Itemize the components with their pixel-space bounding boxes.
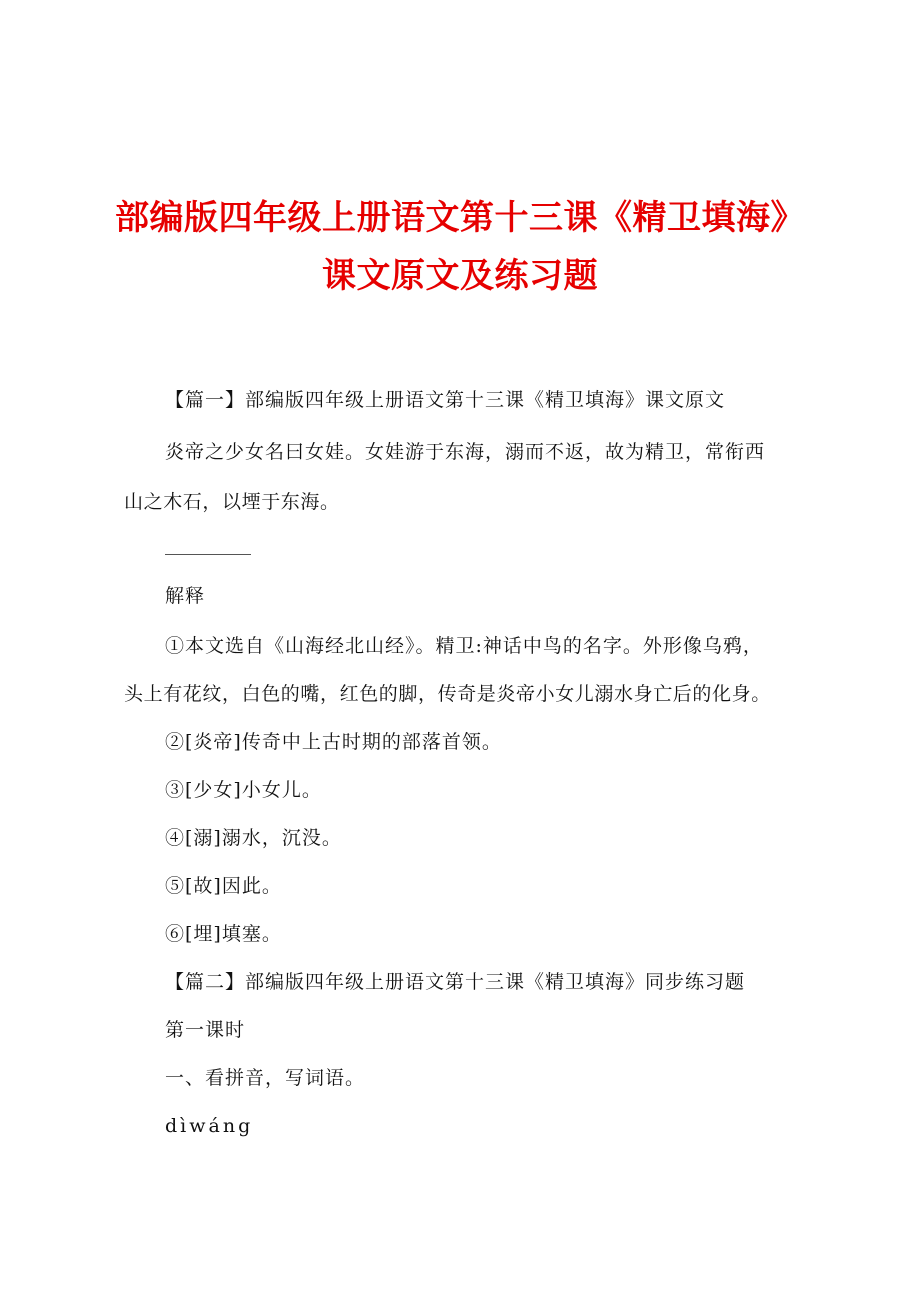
classical-text-line2: 山之木石，以堙于东海。 (124, 491, 340, 513)
note-5: ⑤[故]因此。 (165, 875, 282, 897)
note-6: ⑥[埋]填塞。 (165, 923, 282, 945)
separator-line (165, 554, 251, 555)
document-title-line1: 部编版四年级上册语文第十三课《精卫填海》 (115, 198, 805, 238)
classical-text-line1: 炎帝之少女名曰女娃。女娃游于东海，溺而不返，故为精卫，常衔西 (165, 441, 766, 463)
note-1-line2: 头上有花纹，白色的嘴，红色的脚，传奇是炎帝小女儿溺水身亡后的化身。 (124, 683, 771, 705)
notes-heading: 解释 (165, 585, 206, 607)
note-1-line1: ①本文选自《山海经北山经》。精卫:神话中鸟的名字。外形像乌鸦， (165, 635, 763, 657)
section1-heading: 【篇一】部编版四年级上册语文第十三课《精卫填海》课文原文 (165, 389, 726, 411)
question-1: 一、看拼音，写词语。 (165, 1067, 366, 1089)
note-2: ②[炎帝]传奇中上古时期的部落首领。 (165, 731, 502, 753)
note-3: ③[少女]小女儿。 (165, 779, 322, 801)
note-4: ④[溺]溺水，沉没。 (165, 827, 342, 849)
lesson-label: 第一课时 (165, 1019, 246, 1041)
document-title-line2: 课文原文及练习题 (322, 256, 598, 296)
pinyin-1: dìwáng (165, 1115, 254, 1137)
section2-heading: 【篇二】部编版四年级上册语文第十三课《精卫填海》同步练习题 (165, 971, 746, 993)
